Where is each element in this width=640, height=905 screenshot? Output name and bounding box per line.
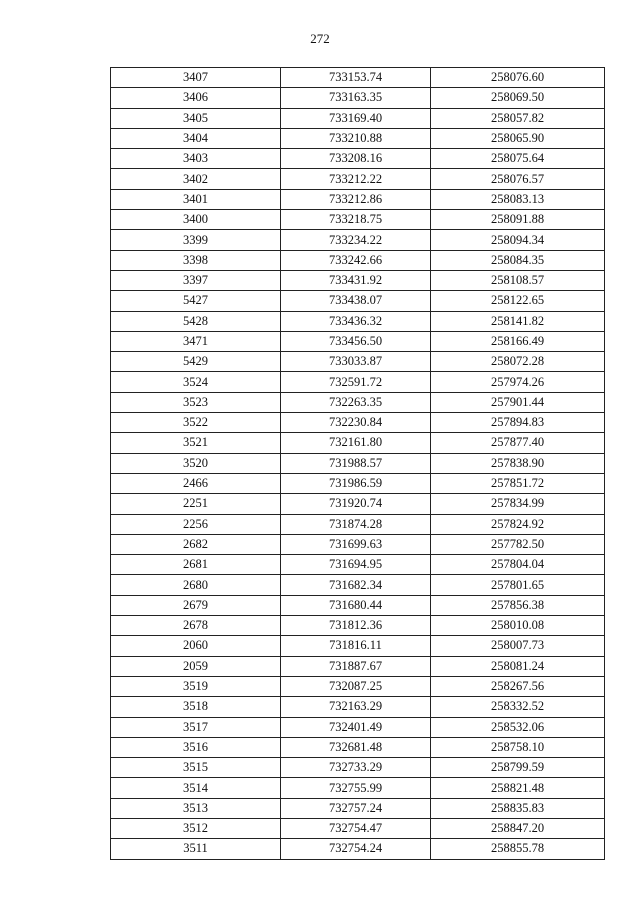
x-coordinate-cell: 732163.29: [281, 697, 431, 717]
x-coordinate-cell: 731812.36: [281, 616, 431, 636]
x-coordinate-cell: 732755.99: [281, 778, 431, 798]
x-coordinate-cell: 733210.88: [281, 128, 431, 148]
table-row: [111, 352, 605, 372]
table-row: [111, 270, 605, 290]
point-id-cell: 3516: [111, 737, 281, 757]
table-row: [111, 392, 605, 412]
y-coordinate-cell: 257834.99: [431, 494, 605, 514]
table-row: [111, 108, 605, 128]
y-coordinate-cell: 258821.48: [431, 778, 605, 798]
x-coordinate-cell: 733212.86: [281, 189, 431, 209]
y-coordinate-cell: 258835.83: [431, 798, 605, 818]
point-id-cell: 3406: [111, 88, 281, 108]
table-row: [111, 250, 605, 270]
x-coordinate-cell: 731988.57: [281, 453, 431, 473]
y-coordinate-cell: 258010.08: [431, 616, 605, 636]
point-id-cell: 3513: [111, 798, 281, 818]
point-id-cell: 3403: [111, 149, 281, 169]
table-row: [111, 291, 605, 311]
y-coordinate-cell: 258267.56: [431, 676, 605, 696]
y-coordinate-cell: 258758.10: [431, 737, 605, 757]
y-coordinate-cell: 258332.52: [431, 697, 605, 717]
table-row: [111, 413, 605, 433]
x-coordinate-cell: 732401.49: [281, 717, 431, 737]
x-coordinate-cell: 732087.25: [281, 676, 431, 696]
point-id-cell: 2678: [111, 616, 281, 636]
point-id-cell: 3399: [111, 230, 281, 250]
point-id-cell: 3405: [111, 108, 281, 128]
y-coordinate-cell: 258084.35: [431, 250, 605, 270]
point-id-cell: 2060: [111, 636, 281, 656]
y-coordinate-cell: 258069.50: [431, 88, 605, 108]
point-id-cell: 3518: [111, 697, 281, 717]
y-coordinate-cell: 258799.59: [431, 758, 605, 778]
y-coordinate-cell: 257838.90: [431, 453, 605, 473]
y-coordinate-cell: 257974.26: [431, 372, 605, 392]
point-id-cell: 3515: [111, 758, 281, 778]
x-coordinate-cell: 733153.74: [281, 68, 431, 88]
point-id-cell: 3520: [111, 453, 281, 473]
x-coordinate-cell: 731816.11: [281, 636, 431, 656]
point-id-cell: 3519: [111, 676, 281, 696]
point-id-cell: 3511: [111, 839, 281, 859]
point-id-cell: 2059: [111, 656, 281, 676]
point-id-cell: 3524: [111, 372, 281, 392]
y-coordinate-cell: 257824.92: [431, 514, 605, 534]
table-row: [111, 372, 605, 392]
x-coordinate-cell: 732754.47: [281, 818, 431, 838]
point-id-cell: 3407: [111, 68, 281, 88]
y-coordinate-cell: 257851.72: [431, 473, 605, 493]
x-coordinate-cell: 731887.67: [281, 656, 431, 676]
table-row: [111, 311, 605, 331]
point-id-cell: 3512: [111, 818, 281, 838]
x-coordinate-cell: 731680.44: [281, 595, 431, 615]
x-coordinate-cell: 733436.32: [281, 311, 431, 331]
point-id-cell: 2256: [111, 514, 281, 534]
table-row: [111, 331, 605, 351]
table-row: [111, 149, 605, 169]
table-row: [111, 818, 605, 838]
point-id-cell: 3404: [111, 128, 281, 148]
point-id-cell: 3400: [111, 210, 281, 230]
x-coordinate-cell: 733431.92: [281, 270, 431, 290]
y-coordinate-cell: 258532.06: [431, 717, 605, 737]
x-coordinate-cell: 732681.48: [281, 737, 431, 757]
point-id-cell: 3397: [111, 270, 281, 290]
point-id-cell: 2679: [111, 595, 281, 615]
table-row: [111, 676, 605, 696]
table-row: [111, 210, 605, 230]
y-coordinate-cell: 258076.60: [431, 68, 605, 88]
y-coordinate-cell: 258065.90: [431, 128, 605, 148]
page-number: 272: [310, 31, 330, 46]
table-row: [111, 230, 605, 250]
x-coordinate-cell: 733456.50: [281, 331, 431, 351]
x-coordinate-cell: 731682.34: [281, 575, 431, 595]
y-coordinate-cell: 258094.34: [431, 230, 605, 250]
table-row: [111, 494, 605, 514]
x-coordinate-cell: 731699.63: [281, 534, 431, 554]
y-coordinate-cell: 258083.13: [431, 189, 605, 209]
table-row: [111, 656, 605, 676]
table-row: [111, 636, 605, 656]
x-coordinate-cell: 732161.80: [281, 433, 431, 453]
y-coordinate-cell: 258076.57: [431, 169, 605, 189]
y-coordinate-cell: 257877.40: [431, 433, 605, 453]
table-row: [111, 575, 605, 595]
point-id-cell: 2682: [111, 534, 281, 554]
y-coordinate-cell: 257901.44: [431, 392, 605, 412]
table-row: [111, 595, 605, 615]
x-coordinate-cell: 732757.24: [281, 798, 431, 818]
x-coordinate-cell: 733242.66: [281, 250, 431, 270]
x-coordinate-cell: 732733.29: [281, 758, 431, 778]
table-row: [111, 169, 605, 189]
x-coordinate-cell: 733218.75: [281, 210, 431, 230]
point-id-cell: 2681: [111, 555, 281, 575]
point-id-cell: 5427: [111, 291, 281, 311]
y-coordinate-cell: 258141.82: [431, 311, 605, 331]
point-id-cell: 2466: [111, 473, 281, 493]
table-row: [111, 555, 605, 575]
y-coordinate-cell: 257856.38: [431, 595, 605, 615]
table-row: [111, 433, 605, 453]
x-coordinate-cell: 733234.22: [281, 230, 431, 250]
y-coordinate-cell: 258166.49: [431, 331, 605, 351]
table-row: [111, 737, 605, 757]
point-id-cell: 2251: [111, 494, 281, 514]
y-coordinate-cell: 258091.88: [431, 210, 605, 230]
table-row: [111, 128, 605, 148]
point-id-cell: 3471: [111, 331, 281, 351]
point-id-cell: 5428: [111, 311, 281, 331]
x-coordinate-cell: 733208.16: [281, 149, 431, 169]
table-row: [111, 88, 605, 108]
table-row: [111, 778, 605, 798]
point-id-cell: 3523: [111, 392, 281, 412]
table-row: [111, 758, 605, 778]
table-row: [111, 697, 605, 717]
point-id-cell: 5429: [111, 352, 281, 372]
table-body: [111, 68, 605, 860]
x-coordinate-cell: 731986.59: [281, 473, 431, 493]
y-coordinate-cell: 257804.04: [431, 555, 605, 575]
coordinates-table: [110, 67, 605, 860]
point-id-cell: 3522: [111, 413, 281, 433]
y-coordinate-cell: 258007.73: [431, 636, 605, 656]
x-coordinate-cell: 733163.35: [281, 88, 431, 108]
table-row: [111, 534, 605, 554]
table-row: [111, 473, 605, 493]
table-row: [111, 798, 605, 818]
point-id-cell: 3521: [111, 433, 281, 453]
table-row: [111, 68, 605, 88]
point-id-cell: 3402: [111, 169, 281, 189]
y-coordinate-cell: 258855.78: [431, 839, 605, 859]
x-coordinate-cell: 733212.22: [281, 169, 431, 189]
x-coordinate-cell: 733438.07: [281, 291, 431, 311]
y-coordinate-cell: 258847.20: [431, 818, 605, 838]
point-id-cell: 3517: [111, 717, 281, 737]
table-row: [111, 453, 605, 473]
table-row: [111, 514, 605, 534]
y-coordinate-cell: 257894.83: [431, 413, 605, 433]
x-coordinate-cell: 731874.28: [281, 514, 431, 534]
y-coordinate-cell: 258075.64: [431, 149, 605, 169]
point-id-cell: 3514: [111, 778, 281, 798]
y-coordinate-cell: 257801.65: [431, 575, 605, 595]
x-coordinate-cell: 732263.35: [281, 392, 431, 412]
point-id-cell: 2680: [111, 575, 281, 595]
table-row: [111, 717, 605, 737]
x-coordinate-cell: 732754.24: [281, 839, 431, 859]
table-row: [111, 616, 605, 636]
point-id-cell: 3398: [111, 250, 281, 270]
table-row: [111, 189, 605, 209]
y-coordinate-cell: 258081.24: [431, 656, 605, 676]
x-coordinate-cell: 732230.84: [281, 413, 431, 433]
point-id-cell: 3401: [111, 189, 281, 209]
y-coordinate-cell: 258122.65: [431, 291, 605, 311]
x-coordinate-cell: 733033.87: [281, 352, 431, 372]
x-coordinate-cell: 733169.40: [281, 108, 431, 128]
y-coordinate-cell: 258057.82: [431, 108, 605, 128]
x-coordinate-cell: 731694.95: [281, 555, 431, 575]
y-coordinate-cell: 258072.28: [431, 352, 605, 372]
table-row: [111, 839, 605, 859]
x-coordinate-cell: 732591.72: [281, 372, 431, 392]
y-coordinate-cell: 257782.50: [431, 534, 605, 554]
y-coordinate-cell: 258108.57: [431, 270, 605, 290]
x-coordinate-cell: 731920.74: [281, 494, 431, 514]
